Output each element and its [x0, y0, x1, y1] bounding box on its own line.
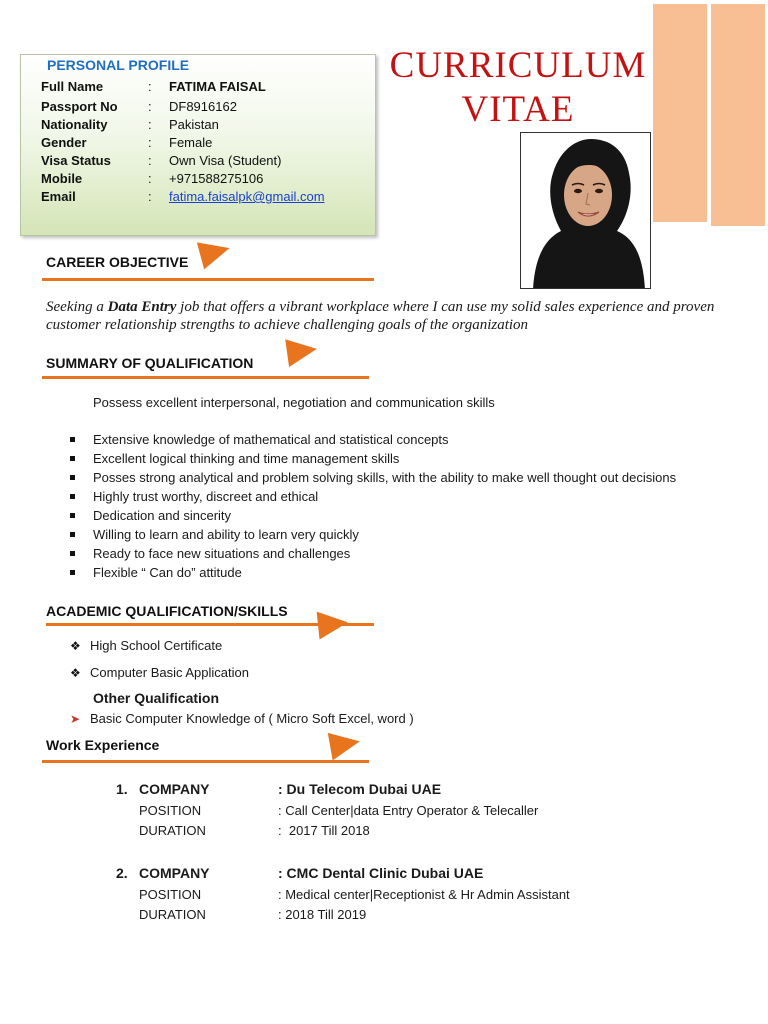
- profile-label: Visa Status: [41, 153, 111, 168]
- profile-colon: :: [148, 117, 152, 132]
- profile-row-passport: [41, 98, 371, 116]
- job-company: : Du Telecom Dubai UAE: [278, 781, 442, 797]
- profile-colon: :: [148, 99, 152, 114]
- profile-value-nationality: Pakistan: [169, 117, 219, 132]
- profile-label: Gender: [41, 135, 87, 150]
- job-company-label: COMPANY: [139, 865, 210, 881]
- profile-value-gender: Female: [169, 135, 213, 150]
- summary-bullet-list: [70, 430, 710, 582]
- list-item: Ready to face new situations and challenges: [70, 544, 710, 563]
- objective-text-start: Seeking a: [46, 299, 108, 315]
- profile-colon: :: [148, 79, 152, 94]
- section-heading-summary: SUMMARY OF QUALIFICATION: [46, 355, 254, 371]
- job-position: : Medical center|Receptionist & Hr Admin Assistant: [278, 887, 570, 902]
- academic-item: [70, 636, 222, 656]
- profile-colon: :: [148, 189, 152, 204]
- profile-value-mobile: +971588275106: [169, 171, 264, 186]
- profile-row-nationality: [41, 116, 371, 134]
- email-link[interactable]: fatima.faisalpk@gmail.com: [169, 189, 325, 204]
- profile-label: Full Name: [41, 79, 104, 94]
- profile-value-full-name: FATIMA FAISAL: [169, 79, 266, 94]
- objective-text-bold: Data Entry: [107, 299, 177, 315]
- list-item: Extensive knowledge of mathematical and statistical concepts: [70, 430, 710, 449]
- cv-title-line-1: CURRICULUM: [389, 45, 647, 86]
- career-objective-text: [46, 298, 726, 334]
- orange-arrow-icon: [317, 609, 350, 640]
- job-position-label: POSITION: [139, 887, 202, 902]
- job-duration-label: DURATION: [139, 823, 206, 838]
- pointer-bullet-icon: ➤: [70, 712, 81, 726]
- orange-arrow-icon: [197, 235, 233, 270]
- job-duration-label: DURATION: [139, 907, 206, 922]
- job-company-label: COMPANY: [139, 781, 210, 797]
- portrait-image: [521, 133, 651, 289]
- other-qualification-label: Basic Computer Knowledge of ( Micro Soft Excel, word ): [90, 711, 414, 726]
- profile-row-full-name: [41, 78, 371, 96]
- job-number: 2.: [116, 865, 128, 881]
- job-position-label: POSITION: [139, 803, 202, 818]
- profile-colon: :: [148, 153, 152, 168]
- job-position: : Call Center|data Entry Operator & Telecaller: [278, 803, 539, 818]
- section-heading-work-experience: Work Experience: [46, 737, 160, 753]
- job-duration: : 2017 Till 2018: [278, 823, 370, 838]
- job-number: 1.: [116, 781, 128, 797]
- profile-colon: :: [148, 171, 152, 186]
- profile-value-visa-status: Own Visa (Student): [169, 153, 282, 168]
- profile-label: Email: [41, 189, 76, 204]
- diamond-bullet-icon: ❖: [70, 639, 81, 653]
- list-item: Dedication and sincerity: [70, 506, 710, 525]
- diamond-bullet-icon: ❖: [70, 666, 81, 680]
- list-item: Posses strong analytical and problem solving skills, with the ability to make well thought out decisions: [70, 468, 710, 487]
- profile-label: Nationality: [41, 117, 108, 132]
- section-rule: [42, 760, 369, 763]
- list-item: Willing to learn and ability to learn very quickly: [70, 525, 710, 544]
- profile-row-mobile: [41, 170, 371, 188]
- profile-row-email: [41, 188, 371, 206]
- job-duration: : 2018 Till 2019: [278, 907, 367, 922]
- academic-item: [70, 663, 249, 683]
- list-item: Flexible “ Can do” attitude: [70, 563, 710, 582]
- orange-arrow-icon: [328, 728, 362, 761]
- other-qualification-heading: Other Qualification: [93, 690, 220, 706]
- job-company: : CMC Dental Clinic Dubai UAE: [278, 865, 484, 881]
- other-qualification-item: [70, 709, 414, 729]
- cv-title: [372, 44, 664, 132]
- section-rule: [42, 278, 374, 281]
- academic-item-label: Computer Basic Application: [90, 665, 249, 680]
- section-heading-academic: ACADEMIC QUALIFICATION/SKILLS: [46, 603, 288, 619]
- profile-heading: PERSONAL PROFILE: [47, 57, 190, 73]
- profile-label: Mobile: [41, 171, 83, 186]
- profile-colon: :: [148, 135, 152, 150]
- profile-label: Passport No: [41, 99, 118, 114]
- list-item: Highly trust worthy, discreet and ethical: [70, 487, 710, 506]
- profile-value-passport: DF8916162: [169, 99, 237, 114]
- section-rule: [42, 376, 369, 379]
- decorative-bar-right: [711, 4, 765, 226]
- summary-intro: Possess excellent interpersonal, negotiation and communication skills: [93, 395, 495, 410]
- section-heading-career-objective: CAREER OBJECTIVE: [46, 254, 189, 270]
- orange-arrow-icon: [285, 335, 319, 367]
- profile-row-gender: [41, 134, 371, 152]
- objective-text-end: job that offers a vibrant workplace where I can use my solid sales experience and proven customer relationship strengths to achieve challenging goals of the organization: [46, 299, 715, 333]
- list-item: Excellent logical thinking and time management skills: [70, 449, 710, 468]
- cv-title-line-2: VITAE: [461, 89, 575, 130]
- profile-row-visa-status: [41, 152, 371, 170]
- academic-item-label: High School Certificate: [90, 638, 223, 653]
- profile-photo: [520, 132, 651, 289]
- personal-profile-box: [20, 54, 376, 236]
